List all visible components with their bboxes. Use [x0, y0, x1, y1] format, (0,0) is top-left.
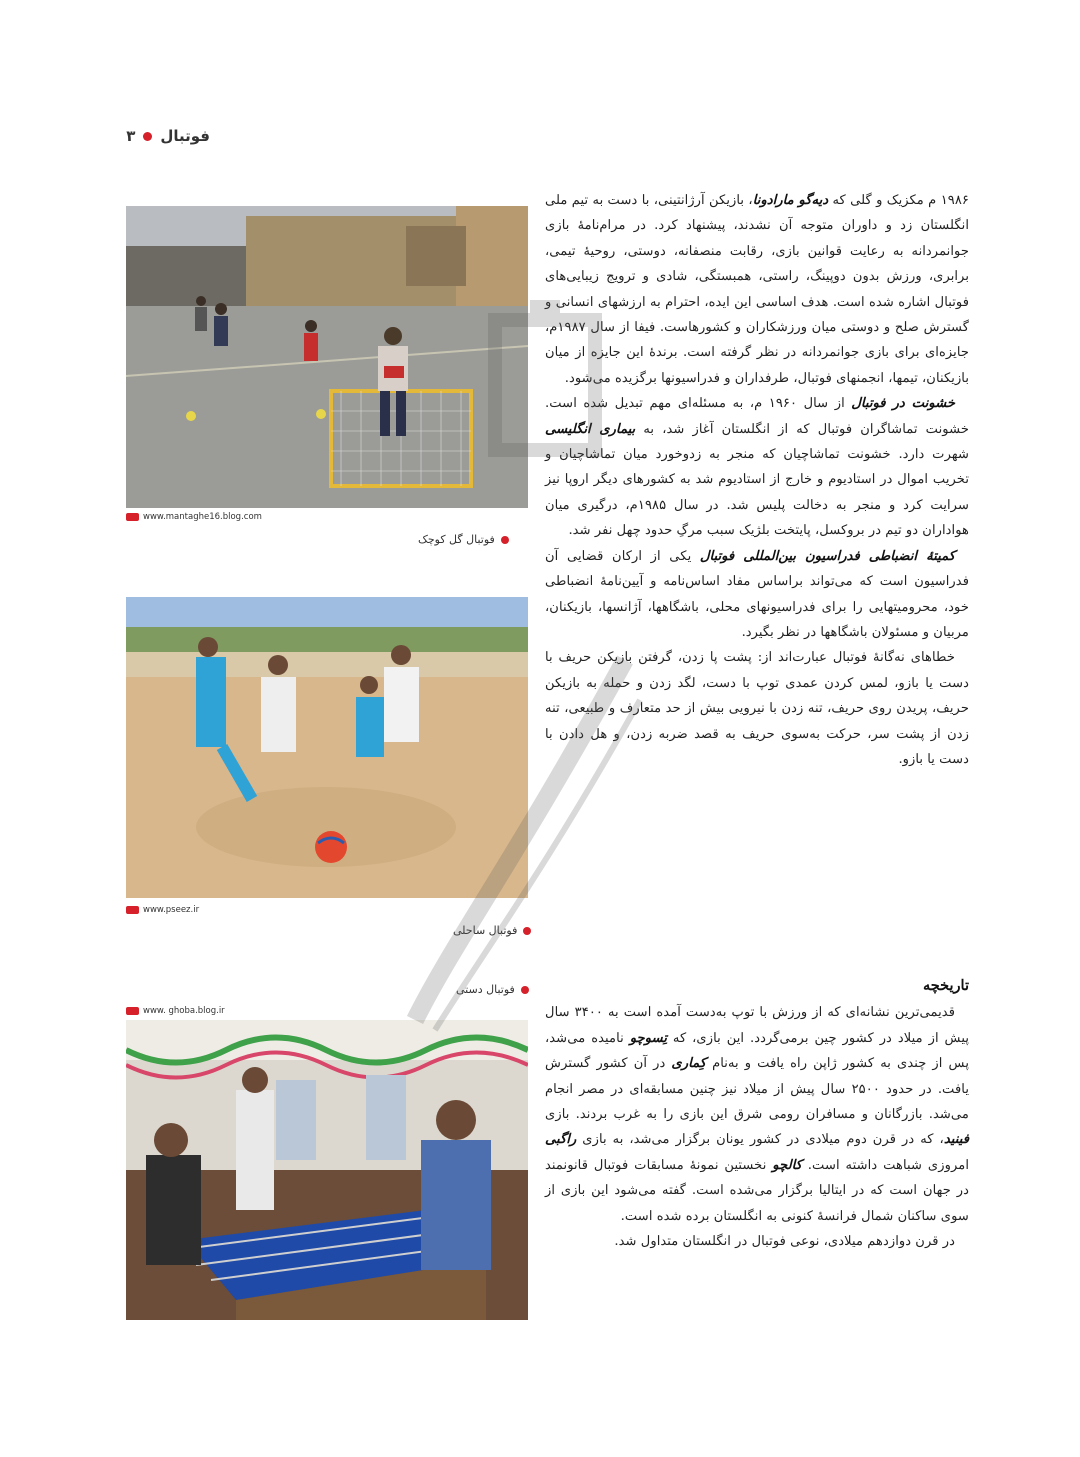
camera-icon — [126, 906, 139, 914]
paragraph-history: قدیمی‌ترین نشانه‌ای که از ورزش با توپ به‌دست آمده است به ۳۴۰۰ سال پیش از میلاد در کشور چین برمی‌گردد. این بازی، که تِسوچو نامیده می‌شد، پس از چندی به کشور ژاپن راه یافت و به‌نام کِماری در آن کشور گسترش یافت. در حدود ۲۵۰۰ سال پیش از میلاد نیز چنین مسابقه‌ای در مصر انجام می‌شد. بازرگانان و مسافران رومی شرق این بازی را به غرب بردند. بازی فینید، که در قرن دوم میلادی در کشور یونان برگزار می‌شد، به بازی راگبی امروزی شباهت داشته است. کالچو نخستین نمونهٔ مسابقات فوتبال قانونمند در جهان است که در ایتالیا برگزار می‌شده است. گفته می‌شود این بازی از سوی ساکنان شمال فرانسهٔ کنونی به انگلستان برده شده است. — [545, 1005, 970, 1224]
credit-text: www.pseez.ir — [143, 905, 200, 915]
photo-small-goal-football — [126, 206, 528, 508]
paragraph-fouls: خطاهای نه‌گانهٔ فوتبال عبارت‌اند از: پشت پا زدن، گرفتن بازیکن حریف با دست یا بازو، لمس کردن عمدی توپ با دست، لگد زدن و حمله به بازیکن حریف، پریدن روی حریف، تنه زدن با نیرویی بیش از حد متعارف و طبیعی، تنه زدن از پشت سر، حرکت به‌سوی حریف به قصد ضربه زدن، و هل دادن با دست یا بازو. — [545, 650, 969, 767]
page-number: ۳ — [126, 127, 136, 145]
paragraph-disciplinary-committee: کمیتهٔ انضباطی فدراسیون بین‌المللی فوتبال یکی از ارکان قضایی آن فدراسیون است که می‌تواند براساس مفاد اساس‌نامه و آیین‌نامهٔ انضباطی خود، محرومیتهایی را برای فدراسیونهای محلی، باشگاهها، آژانسها، بازیکنان، مربیان و مسئولان باشگاهها در نظر بگیرد. — [545, 548, 969, 640]
figure-caption — [418, 533, 509, 546]
section-title-history: تاریخچه — [923, 977, 969, 994]
term-maradona: دیه‌گو مارادونا — [752, 193, 829, 208]
photo-credit — [126, 905, 199, 915]
red-dot-icon — [521, 986, 529, 994]
photo-table-football — [126, 1020, 528, 1320]
credit-text: www.mantaghe16.blog.com — [143, 512, 262, 522]
credit-text: www. ghoba.blog.ir — [143, 1006, 225, 1016]
text-column-main — [545, 188, 969, 772]
paragraph-fair-play: ۱۹۸۶ م مکزیک و گلی که دیه‌گو مارادونا، بازیکن آرژانتینی، با دست به تیم ملی انگلستان زد و داوران متوجه آن نشدند، پیشنهاد کرد. در مرام‌نامهٔ بازی جوانمردانه به رعایت قوانین بازی، رقابت منصفانه، دوستی، روحیهٔ تیمی، برابری، ورزش بدون دوپینگ، راستی، همبستگی، شادی و ترویج زیبایی‌های فوتبال اشاره شده است. هدف اساسی این ایده، احترام به ارزشهای انسانی و گسترش صلح و دوستی میان ورزشکاران و کشورهاست. فیفا از سال ۱۹۸۷م، جایزه‌ای برای بازی جوانمردانه در نظر گرفته است. برندهٔ این جایزه از میان بازیکنان، تیمها، انجمنهای فوتبال، طرفداران و فدراسیونها برگزیده می‌شود. — [545, 193, 970, 386]
photo-credit — [126, 512, 262, 522]
term-committee: کمیتهٔ انضباطی فدراسیون بین‌المللی فوتبال — [699, 548, 956, 564]
camera-icon — [126, 513, 139, 521]
photo-credit — [126, 1006, 225, 1016]
page-header — [120, 124, 210, 148]
paragraph-twelfth-century: در قرن دوازدهم میلادی، نوعی فوتبال در انگلستان متداول شد. — [614, 1234, 955, 1250]
red-dot-icon — [143, 132, 152, 141]
red-dot-icon — [501, 536, 509, 544]
paragraph-violence: خشونت در فوتبال از سال ۱۹۶۰ م، به مسئله‌ای مهم تبدیل شده است. خشونت تماشاگران فوتبال که از انگلستان آغاز شد، به بیماری انگلیسی شهرت دارد. خشونت تماشاچیان که منجر به زدوخورد میان تماشاچیان و تخریب اموال در استادیوم و خارج از استادیوم شد به کشورهای دیگر اروپا نیز سرایت کرد و منجر به دخالت پلیس شد. در سال ۱۹۸۵م، درگیری میان هواداران دو تیم در بروکسل، پایتخت بلژیک سبب مرگِ حدود چهل نفر شد. — [545, 396, 969, 539]
camera-icon — [126, 1007, 139, 1015]
photo-beach-football — [126, 597, 528, 898]
text-column-history — [545, 973, 969, 1254]
figure-caption — [453, 924, 531, 937]
caption-text: فوتبال گل کوچک — [418, 533, 495, 546]
red-dot-icon — [523, 927, 531, 935]
caption-text: فوتبال ساحلی — [453, 924, 518, 937]
caption-text: فوتبال دستی — [456, 983, 515, 996]
term-english-disease: بیماری انگلیسی — [545, 421, 636, 437]
header-title: فوتبال — [160, 127, 210, 145]
term-violence: خشونت در فوتبال — [851, 396, 955, 412]
figure-caption — [456, 983, 529, 996]
